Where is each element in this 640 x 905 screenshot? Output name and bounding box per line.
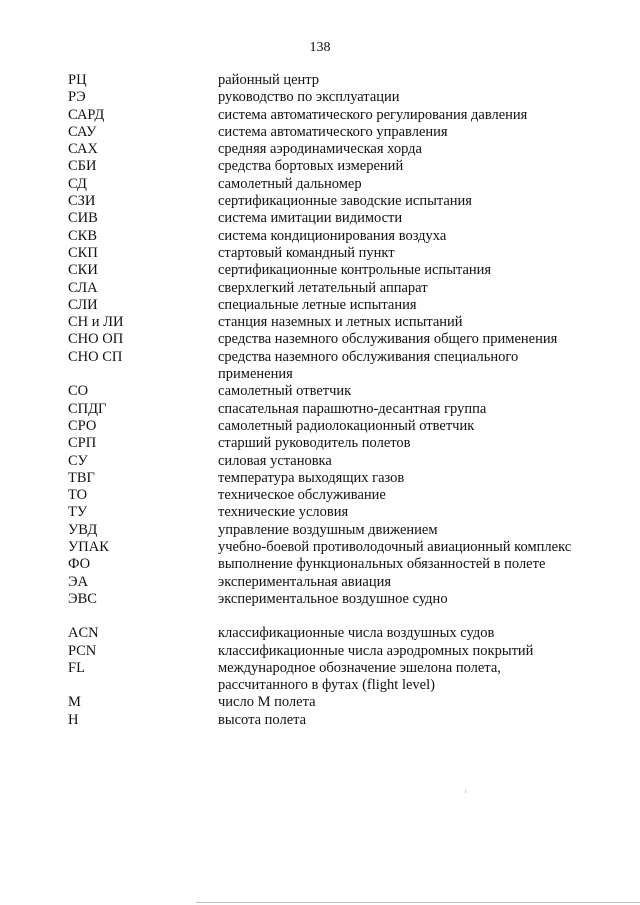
entry-definition: сертификационные заводские испытания (218, 193, 472, 210)
entry-abbreviation: СН и ЛИ (68, 314, 124, 331)
glossary-entry (68, 453, 598, 470)
glossary-entry (68, 591, 598, 608)
glossary-entry (68, 435, 598, 452)
entry-definition: учебно-боевой противолодочный авиационный комплекс (218, 539, 572, 556)
glossary-entry (68, 280, 598, 297)
glossary-entry (68, 574, 598, 591)
entry-abbreviation: СРО (68, 417, 97, 434)
entry-abbreviation: УПАК (68, 539, 109, 556)
entry-abbreviation: РЦ (68, 72, 87, 88)
glossary-entry (68, 107, 598, 124)
entry-definition: выполнение функциональных обязанностей в полете (218, 556, 546, 573)
entry-abbreviation: РЭ (68, 89, 86, 106)
entry-abbreviation: САХ (68, 141, 98, 158)
entry-abbreviation: СНО ОП (68, 331, 124, 348)
entry-abbreviation: СД (68, 175, 87, 192)
entry-abbreviation: ТО (68, 487, 88, 504)
entry-abbreviation: СКП (68, 244, 98, 261)
entry-abbreviation: СНО СП (68, 348, 123, 365)
entry-definition-continuation: рассчитанного в футах (flight level) (218, 677, 435, 694)
glossary-entry (68, 158, 598, 175)
glossary-entry (68, 297, 598, 314)
entry-abbreviation: ТВГ (68, 469, 95, 486)
glossary-entry (68, 660, 598, 677)
entry-abbreviation: ЭА (68, 573, 89, 590)
entry-definition: экспериментальное воздушное судно (218, 590, 448, 607)
entry-definition: средства наземного обслуживания специального (218, 348, 519, 365)
entry-abbreviation: СЛА (68, 279, 98, 296)
entry-abbreviation: ФО (68, 556, 91, 573)
glossary-entry (68, 72, 598, 89)
glossary-entry (68, 331, 598, 348)
entry-definition: высота полета (218, 711, 307, 728)
entry-definition: стартовый командный пункт (218, 244, 395, 261)
entry-abbreviation: СЗИ (68, 193, 96, 210)
entry-definition: система автоматического управления (218, 123, 448, 140)
entry-definition: классификационные числа аэродромных покрытий (218, 642, 534, 659)
glossary-entry (68, 383, 598, 400)
entry-abbreviation: СЛИ (68, 296, 98, 313)
glossary-entry (68, 470, 598, 487)
glossary-entry (68, 522, 598, 539)
entry-definition: районный центр (218, 72, 320, 88)
entry-definition: средства бортовых измерений (218, 158, 404, 175)
entry-abbreviation: СО (68, 383, 89, 400)
entry-definition: управление воздушным движением (218, 521, 438, 538)
glossary-entry (68, 504, 598, 521)
entry-abbreviation: M (68, 694, 81, 711)
entry-definition: средняя аэродинамическая хорда (218, 141, 422, 158)
entry-definition-continuation: применения (218, 366, 293, 383)
glossary-entry (68, 210, 598, 227)
entry-definition: старший руководитель полетов (218, 435, 411, 452)
entry-definition: температура выходящих газов (218, 469, 405, 486)
glossary-entry-continuation (68, 366, 598, 383)
glossary-entry-continuation (68, 677, 598, 694)
entry-abbreviation: СПДГ (68, 400, 107, 417)
entry-abbreviation: СКВ (68, 227, 98, 244)
entry-abbreviation: САРД (68, 106, 105, 123)
entry-abbreviation: H (68, 711, 79, 728)
entry-definition: система имитации видимости (218, 210, 403, 227)
glossary-entry (68, 124, 598, 141)
entry-definition: классификационные числа воздушных судов (218, 625, 495, 642)
entry-abbreviation: ТУ (68, 504, 88, 521)
entry-definition: средства наземного обслуживания общего применения (218, 331, 558, 348)
entry-definition: сверхлегкий летательный аппарат (218, 279, 428, 296)
glossary-entry (68, 418, 598, 435)
glossary-entry (68, 176, 598, 193)
scan-speck (465, 790, 466, 793)
entry-definition: международное обозначение эшелона полета, (218, 659, 501, 676)
scan-edge-line (196, 902, 640, 903)
glossary-entry (68, 694, 598, 711)
entry-abbreviation: УВД (68, 521, 98, 538)
entry-abbreviation: СУ (68, 452, 88, 469)
entry-definition: технические условия (218, 504, 349, 521)
entry-definition: специальные летные испытания (218, 296, 417, 313)
entry-abbreviation: СИВ (68, 210, 98, 227)
glossary-entry (68, 625, 598, 642)
glossary-entry (68, 712, 598, 729)
glossary-entry (68, 89, 598, 106)
entry-abbreviation: СКИ (68, 262, 98, 279)
abbreviations-list (68, 72, 598, 729)
glossary-entry (68, 193, 598, 210)
section-spacer (68, 608, 598, 625)
entry-abbreviation: ЭВС (68, 590, 97, 607)
entry-definition: самолетный радиолокационный ответчик (218, 417, 475, 434)
glossary-entry (68, 245, 598, 262)
glossary-entry (68, 262, 598, 279)
entry-abbreviation: СБИ (68, 158, 97, 175)
entry-definition: экспериментальная авиация (218, 573, 392, 590)
entry-abbreviation: PCN (68, 642, 97, 659)
entry-definition: самолетный ответчик (218, 383, 352, 400)
glossary-entry (68, 539, 598, 556)
glossary-entry (68, 643, 598, 660)
glossary-entry (68, 487, 598, 504)
entry-abbreviation: FL (68, 659, 85, 676)
entry-definition: система кондиционирования воздуха (218, 227, 447, 244)
glossary-entry (68, 349, 598, 366)
glossary-entry (68, 228, 598, 245)
entry-definition: самолетный дальномер (218, 175, 362, 192)
glossary-entry (68, 141, 598, 158)
entry-abbreviation: САУ (68, 123, 97, 140)
page-number: 138 (309, 40, 331, 55)
entry-definition: техническое обслуживание (218, 487, 386, 504)
entry-abbreviation: СРП (68, 435, 97, 452)
entry-definition: спасательная парашютно-десантная группа (218, 400, 487, 417)
entry-definition: сертификационные контрольные испытания (218, 262, 492, 279)
glossary-entry (68, 401, 598, 418)
entry-abbreviation: ACN (68, 625, 99, 642)
entry-definition: система автоматического регулирования давления (218, 106, 528, 123)
entry-definition: станция наземных и летных испытаний (218, 314, 463, 331)
entry-definition: руководство по эксплуатации (218, 89, 400, 106)
glossary-entry (68, 314, 598, 331)
entry-definition: число М полета (218, 694, 316, 711)
glossary-entry (68, 556, 598, 573)
entry-definition: силовая установка (218, 452, 332, 469)
